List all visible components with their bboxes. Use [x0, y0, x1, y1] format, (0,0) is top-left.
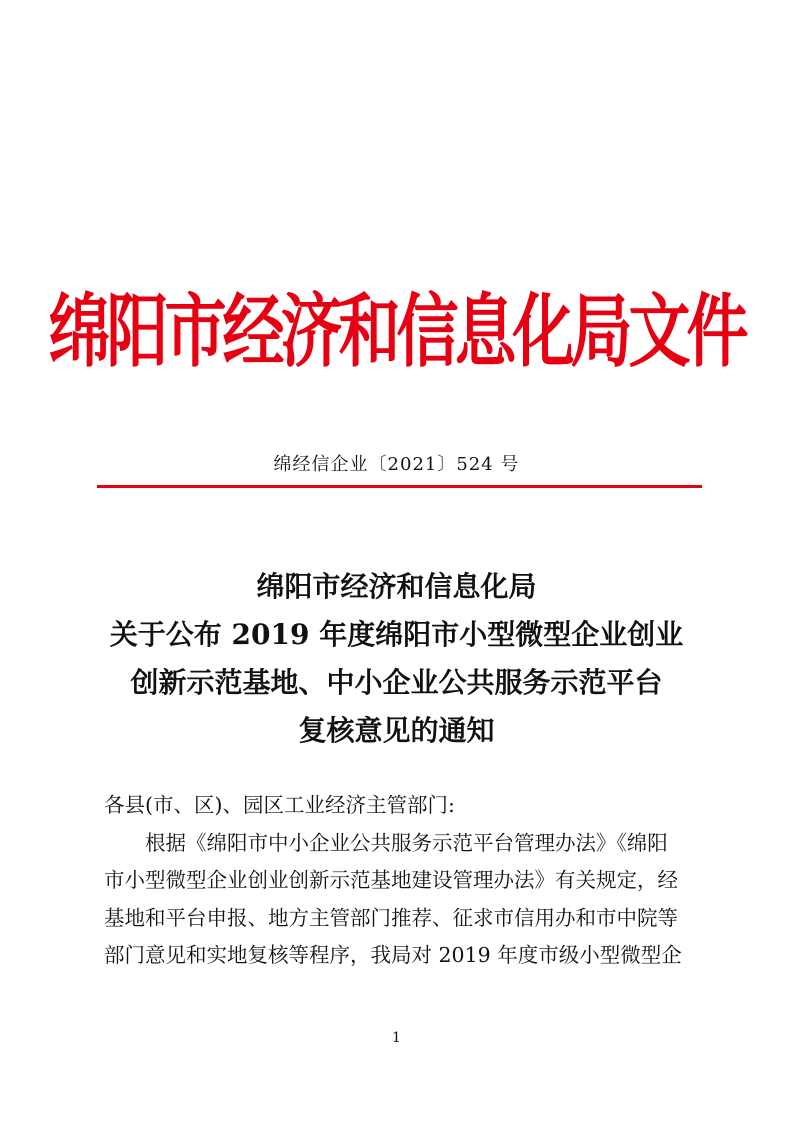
body-line: 基地和平台申报、地方主管部门推荐、征求市信用办和市中院等 — [104, 905, 678, 930]
title-line-4: 复核意见的通知 — [298, 714, 495, 747]
document-body — [104, 787, 704, 975]
title-line-3: 创新示范基地、中小企业公共服务示范平台 — [130, 666, 663, 699]
body-line: 根据《绵阳市中小企业公共服务示范平台管理办法》《绵阳 — [145, 830, 668, 855]
document-number: 绵经信企业〔2021〕524 号 — [273, 454, 520, 475]
title-line-1: 绵阳市经济和信息化局 — [256, 570, 537, 603]
salutation: 各县(市、区)、园区工业经济主管部门: — [104, 793, 455, 817]
document-title — [60, 563, 733, 755]
body-line: 市小型微型企业创业创新示范基地建设管理办法》有关规定，经 — [104, 868, 678, 892]
body-line: 部门意见和实地复核等程序，我局对 2019 年度市级小型微型企 — [104, 943, 682, 967]
red-divider-line — [97, 485, 702, 488]
issuer-masthead: 绵阳市经济和信息化局文件 — [48, 284, 745, 379]
page-number: 1 — [392, 1030, 401, 1046]
title-line-2: 关于公布 2019 年度绵阳市小型微型企业创业 — [109, 618, 684, 651]
